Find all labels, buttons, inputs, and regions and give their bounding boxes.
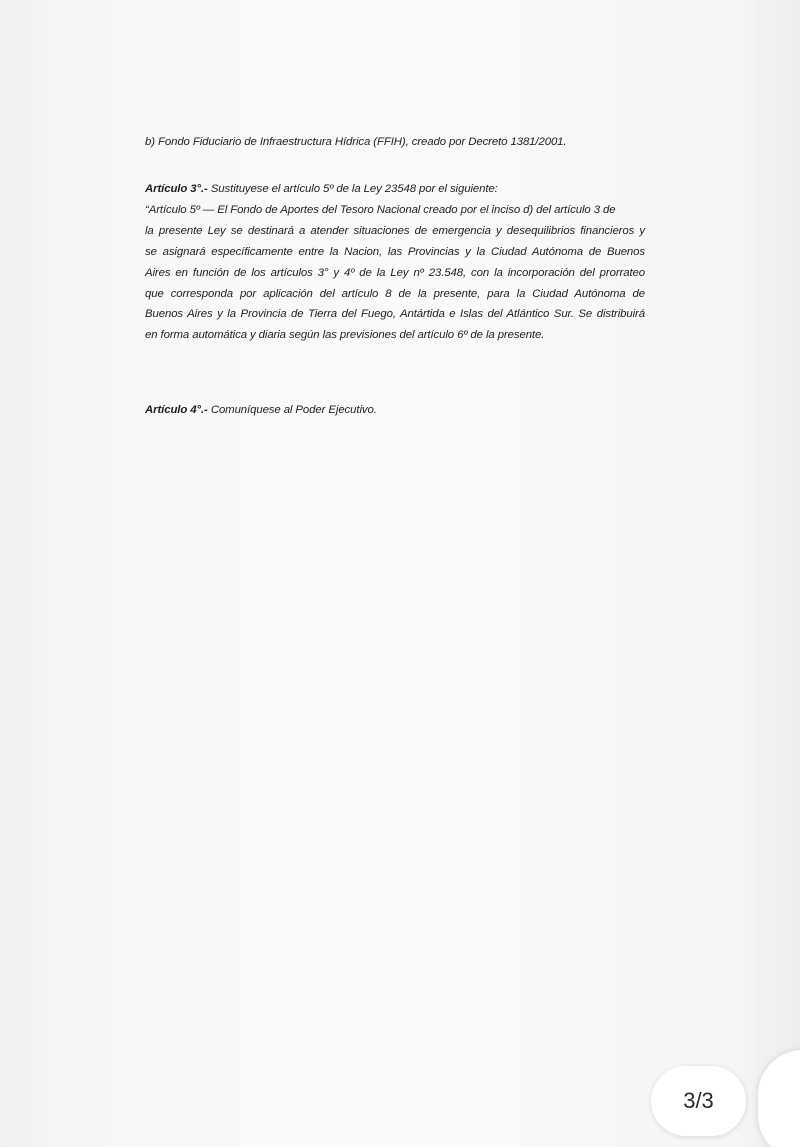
article-3-line-3: se asignará específicamente entre la Nacion, las Provincias y la Ciudad Autónoma de Buenos [145,245,645,258]
article-4-heading: Artículo 4°.- [145,404,208,416]
article-3-intro: Sustituyese el artículo 5º de la Ley 23548 por el siguiente: [207,183,498,195]
article-3-heading: Artículo 3°.- [145,183,208,195]
article-3-intro-line [145,179,645,200]
article-3-line-5: que corresponda por aplicación del artículo 8 de la presente, para la Ciudad Autónoma de [145,287,645,300]
page-indicator: 3/3 [651,1066,746,1136]
article-3-line-4: Aires en función de los artículos 3° y 4º de la Ley nº 23.548, con la incorporación del prorrateo [145,266,645,279]
article-4-text: Comuníquese al Poder Ejecutivo. [207,404,377,416]
article-3-line-1: “Artículo 5º — El Fondo de Aportes del Tesoro Nacional creado por el inciso d) del artículo 3 de [145,203,616,216]
article-3-line-2: la presente Ley se destinará a atender situaciones de emergencia y desequilibrios financieros y [145,224,645,237]
scroll-handle[interactable] [758,1050,800,1147]
article-4 [145,400,645,421]
item-b-text: b) Fondo Fiduciario de Infraestructura Hídrica (FFIH), creado por Decreto 1381/2001. [145,136,567,148]
article-3-line-6: Buenos Aires y la Provincia de Tierra del Fuego, Antártida e Islas del Atlántico Sur. Se distribuirá [145,308,645,321]
article-3-line-7: en forma automática y diaria según las previsiones del artículo 6º de la presente. [145,329,545,342]
article-3 [145,179,645,346]
